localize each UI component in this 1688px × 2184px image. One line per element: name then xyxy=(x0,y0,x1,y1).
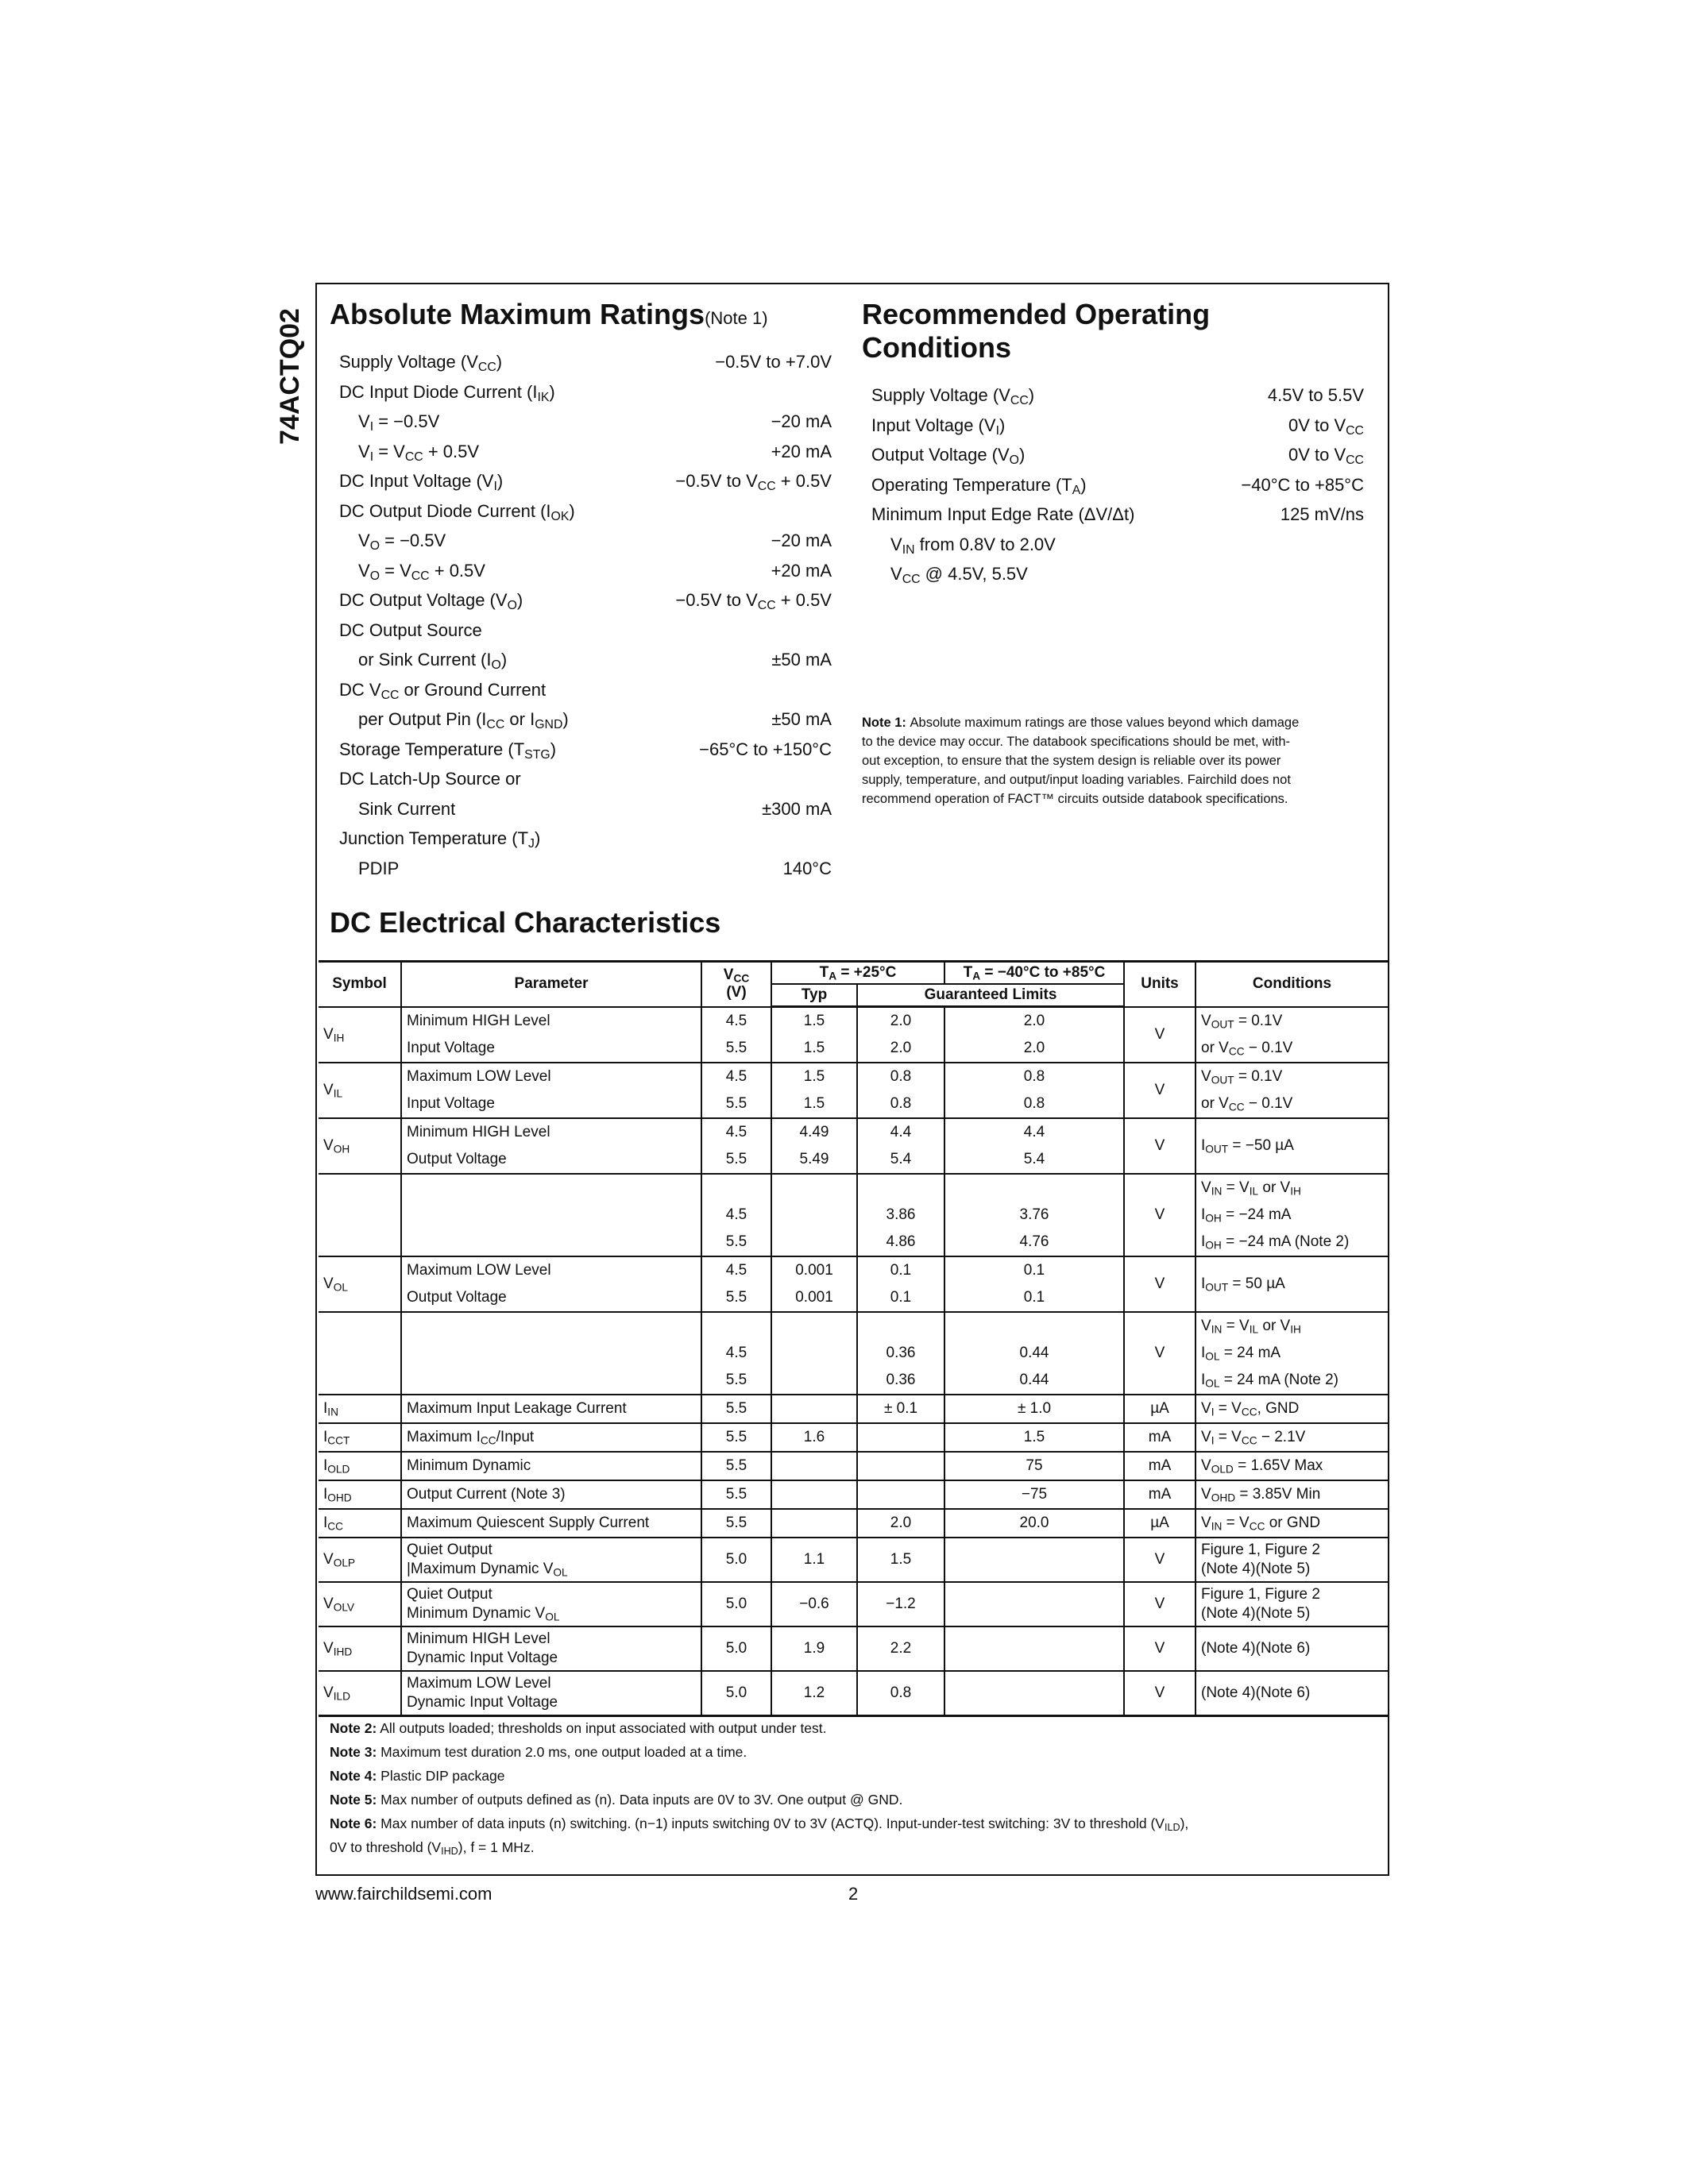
rec-op-value: 0V to $V_{CC}$ xyxy=(1288,445,1364,467)
typ-cell: 1.2 xyxy=(771,1671,857,1715)
conditions-cell: (Note 4)(Note 6) xyxy=(1196,1671,1388,1715)
note-item: Note 3: Maximum test duration 2.0 ms, one output loaded at a time. xyxy=(330,1744,747,1760)
abs-max-row xyxy=(339,378,832,407)
note-1-line: to the device may occur. The databook specifications should be met, with- xyxy=(862,735,1290,749)
vcc-cell: 5.0 xyxy=(701,1582,771,1626)
limit-25c-cell: 0.8 xyxy=(857,1671,944,1715)
abs-max-row xyxy=(339,407,832,436)
abs-max-label: DC Latch-Up Source or xyxy=(339,769,521,789)
vcc-cell: 4.5 xyxy=(701,1007,771,1036)
conditions-cell: $V_{OUT} = 0.1V$ xyxy=(1196,1063,1388,1090)
typ-cell xyxy=(771,1202,857,1229)
limit-range-cell xyxy=(944,1538,1124,1582)
parameter-cell: Maximum Quiescent Supply Current xyxy=(401,1509,701,1538)
symbol-cell: $I_{CC}$ xyxy=(319,1509,401,1538)
abs-max-row xyxy=(339,467,832,496)
vcc-cell xyxy=(701,1312,771,1340)
limit-25c-cell xyxy=(857,1423,944,1452)
parameter-cell: Maximum LOW Level Dynamic Input Voltage xyxy=(401,1671,701,1715)
abs-max-label: $V_I = V_{CC} + 0.5V$ xyxy=(358,441,480,464)
table-row xyxy=(319,1671,1388,1715)
limit-range-cell: −75 xyxy=(944,1480,1124,1509)
abs-max-value: 140°C xyxy=(782,858,832,878)
abs-max-row xyxy=(339,586,832,615)
header-ta-range: $T_A = -40^\circ C$ to +85°C xyxy=(944,962,1124,985)
note-item: Note 6: Max number of data inputs (n) switching. (n−1) inputs switching 0V to 3V (ACTQ). Input-under-test switching: 3V to threshold $(V_{ILD})$, 0V to threshold $(V_{IHD})$, f = 1 MHz. xyxy=(330,1815,1189,1858)
limit-25c-cell: 2.0 xyxy=(857,1509,944,1538)
parameter-cell: Minimum Dynamic xyxy=(401,1452,701,1480)
rec-op-label: Supply Voltage $(V_{CC})$ xyxy=(871,385,1035,407)
limit-25c-cell: ± 0.1 xyxy=(857,1395,944,1423)
vcc-cell: 5.5 xyxy=(701,1146,771,1174)
abs-max-value: −20 mA xyxy=(771,531,832,550)
side-part-number: 74ACTQ02 xyxy=(275,308,305,445)
rec-op-label: $V_{CC}$ @ 4.5V, 5.5V xyxy=(890,564,1028,586)
limit-range-cell xyxy=(944,1174,1124,1202)
vcc-cell: 5.5 xyxy=(701,1035,771,1063)
rec-op-value: −40°C to +85°C xyxy=(1241,474,1364,495)
symbol-cell: $V_{OL}$ xyxy=(319,1256,401,1312)
typ-cell xyxy=(771,1452,857,1480)
conditions-cell: Figure 1, Figure 2 (Note 4)(Note 5) xyxy=(1196,1582,1388,1626)
conditions-cell: $V_{OLD} = 1.65V$ Max xyxy=(1196,1452,1388,1480)
typ-cell: 1.1 xyxy=(771,1538,857,1582)
note-1-line: recommend operation of FACT™ circuits outside databook specifications. xyxy=(862,792,1288,806)
symbol-cell: $V_{OLV}$ xyxy=(319,1582,401,1626)
symbol-cell: $V_{OLP}$ xyxy=(319,1538,401,1582)
note-1-line: supply, temperature, and output/input loading variables. Fairchild does not xyxy=(862,773,1291,787)
conditions-cell: $V_I = V_{CC} - 2.1V$ xyxy=(1196,1423,1388,1452)
abs-max-label: or Sink Current $(I_O)$ xyxy=(358,650,508,672)
conditions-cell: $I_{OUT} = 50$ µA xyxy=(1196,1256,1388,1312)
parameter-cell: Output Voltage xyxy=(401,1284,701,1312)
table-row xyxy=(319,1480,1388,1509)
units-cell: µA xyxy=(1124,1509,1196,1538)
limit-range-cell: 0.44 xyxy=(944,1367,1124,1395)
parameter-cell: Output Current (Note 3) xyxy=(401,1480,701,1509)
typ-cell xyxy=(771,1312,857,1340)
abs-max-label: DC Input Voltage $(V_I)$ xyxy=(339,471,504,493)
limit-range-cell: 0.8 xyxy=(944,1090,1124,1118)
limit-range-cell: 4.4 xyxy=(944,1118,1124,1146)
units-cell: V xyxy=(1124,1538,1196,1582)
header-ta-25: $T_A = +25^\circ C$ xyxy=(771,962,944,985)
abs-max-label: $V_O = V_{CC} + 0.5V$ xyxy=(358,560,485,583)
symbol-cell: $V_{IL}$ xyxy=(319,1063,401,1118)
abs-max-label: Junction Temperature $(T_J)$ xyxy=(339,828,541,851)
abs-max-value: −65°C to +150°C xyxy=(699,739,832,759)
vcc-cell: 5.5 xyxy=(701,1229,771,1256)
abs-max-label: DC $V_{CC}$ or Ground Current xyxy=(339,679,547,702)
limit-25c-cell: −1.2 xyxy=(857,1582,944,1626)
conditions-cell: Figure 1, Figure 2 (Note 4)(Note 5) xyxy=(1196,1538,1388,1582)
limit-25c-cell xyxy=(857,1452,944,1480)
typ-cell: 1.6 xyxy=(771,1423,857,1452)
units-cell: µA xyxy=(1124,1395,1196,1423)
typ-cell: 1.5 xyxy=(771,1035,857,1063)
vcc-cell: 4.5 xyxy=(701,1340,771,1367)
limit-25c-cell: 2.2 xyxy=(857,1626,944,1671)
symbol-cell: $I_{OHD}$ xyxy=(319,1480,401,1509)
vcc-cell: 5.0 xyxy=(701,1538,771,1582)
abs-max-label: PDIP xyxy=(358,858,400,878)
limit-25c-cell xyxy=(857,1480,944,1509)
limit-25c-cell: 4.4 xyxy=(857,1118,944,1146)
symbol-cell: $V_{IHD}$ xyxy=(319,1626,401,1671)
table-row xyxy=(319,1626,1388,1671)
abs-max-row xyxy=(339,676,832,704)
rec-op-row xyxy=(871,500,1364,529)
vcc-cell xyxy=(701,1174,771,1202)
table-row xyxy=(319,1367,1388,1395)
rec-op-label: Output Voltage $(V_O)$ xyxy=(871,445,1026,467)
symbol-cell: $V_{IH}$ xyxy=(319,1007,401,1063)
abs-max-value: +20 mA xyxy=(771,441,832,461)
parameter-cell: Minimum HIGH Level xyxy=(401,1118,701,1146)
abs-max-label: Sink Current xyxy=(358,798,456,819)
vcc-cell: 4.5 xyxy=(701,1256,771,1284)
vcc-cell: 5.0 xyxy=(701,1671,771,1715)
vcc-cell: 4.5 xyxy=(701,1063,771,1090)
units-cell: V xyxy=(1124,1174,1196,1256)
abs-max-row xyxy=(339,824,832,853)
symbol-cell: $V_{OH}$ xyxy=(319,1118,401,1174)
conditions-cell: $I_{OUT} = -50$ µA xyxy=(1196,1118,1388,1174)
limit-range-cell: 2.0 xyxy=(944,1035,1124,1063)
abs-max-row xyxy=(339,646,832,674)
abs-max-value: ±50 mA xyxy=(771,709,832,729)
parameter-cell xyxy=(401,1229,701,1256)
rec-op-value: 125 mV/ns xyxy=(1280,504,1364,524)
parameter-cell xyxy=(401,1367,701,1395)
abs-max-value: −0.5V to $V_{CC} + 0.5V$ xyxy=(675,471,832,493)
units-cell: V xyxy=(1124,1063,1196,1118)
typ-cell xyxy=(771,1509,857,1538)
table-row xyxy=(319,1118,1388,1146)
abs-max-row xyxy=(339,735,832,764)
limit-25c-cell: 5.4 xyxy=(857,1146,944,1174)
header-units: Units xyxy=(1124,962,1196,1007)
parameter-cell: Input Voltage xyxy=(401,1090,701,1118)
conditions-cell: $V_{IN} = V_{CC}$ or GND xyxy=(1196,1509,1388,1538)
vcc-cell: 5.5 xyxy=(701,1423,771,1452)
limit-25c-cell xyxy=(857,1174,944,1202)
units-cell: mA xyxy=(1124,1480,1196,1509)
abs-max-label: $V_O = -0.5V$ xyxy=(358,531,446,553)
header-typ: Typ xyxy=(771,984,857,1007)
limit-25c-cell: 0.8 xyxy=(857,1063,944,1090)
conditions-cell: or $V_{CC} - 0.1V$ xyxy=(1196,1090,1388,1118)
rec-op-value: 0V to $V_{CC}$ xyxy=(1288,415,1364,438)
limit-range-cell: 2.0 xyxy=(944,1007,1124,1036)
table-row xyxy=(319,1582,1388,1626)
note-1-line: out exception, to ensure that the system design is reliable over its power xyxy=(862,754,1281,768)
abs-max-row xyxy=(339,557,832,585)
vcc-cell: 5.5 xyxy=(701,1284,771,1312)
table-row xyxy=(319,1340,1388,1367)
rec-op-row xyxy=(871,560,1364,588)
typ-cell xyxy=(771,1480,857,1509)
rec-op-label: Operating Temperature $(T_A)$ xyxy=(871,474,1087,497)
parameter-cell xyxy=(401,1174,701,1202)
limit-25c-cell: 1.5 xyxy=(857,1538,944,1582)
limit-range-cell xyxy=(944,1312,1124,1340)
parameter-cell xyxy=(401,1202,701,1229)
limit-range-cell: 75 xyxy=(944,1452,1124,1480)
parameter-cell: Minimum HIGH Level xyxy=(401,1007,701,1036)
typ-cell: 0.001 xyxy=(771,1284,857,1312)
typ-cell xyxy=(771,1229,857,1256)
table-row xyxy=(319,1256,1388,1284)
vcc-cell: 5.5 xyxy=(701,1452,771,1480)
note-1 xyxy=(862,713,1386,808)
conditions-cell: $V_{OUT} = 0.1V$ xyxy=(1196,1007,1388,1036)
abs-max-value: ±50 mA xyxy=(771,650,832,669)
conditions-cell: $I_{OL} = 24$ mA (Note 2) xyxy=(1196,1367,1388,1395)
limit-range-cell xyxy=(944,1671,1124,1715)
symbol-cell: $I_{CCT}$ xyxy=(319,1423,401,1452)
abs-max-row xyxy=(339,497,832,526)
vcc-cell: 5.0 xyxy=(701,1626,771,1671)
symbol-cell: $I_{OLD}$ xyxy=(319,1452,401,1480)
typ-cell: 1.9 xyxy=(771,1626,857,1671)
limit-range-cell: 20.0 xyxy=(944,1509,1124,1538)
abs-max-label: DC Output Voltage $(V_O)$ xyxy=(339,590,523,612)
units-cell: mA xyxy=(1124,1423,1196,1452)
page-number: 2 xyxy=(848,1884,859,1904)
typ-cell: 0.001 xyxy=(771,1256,857,1284)
abs-max-row xyxy=(339,348,832,376)
parameter-cell: Quiet Output |Maximum Dynamic $V_{OL}$ xyxy=(401,1538,701,1582)
table-row xyxy=(319,1509,1388,1538)
rec-op-label: Minimum Input Edge Rate (ΔV/Δt) xyxy=(871,504,1135,524)
abs-max-row xyxy=(339,855,832,883)
parameter-cell: Minimum HIGH Level Dynamic Input Voltage xyxy=(401,1626,701,1671)
dc-heading: DC Electrical Characteristics xyxy=(330,906,721,939)
table-row xyxy=(319,1312,1388,1340)
abs-max-value: +20 mA xyxy=(771,560,832,581)
rec-op-value: 4.5V to 5.5V xyxy=(1267,385,1364,405)
vcc-cell: 4.5 xyxy=(701,1118,771,1146)
units-cell: V xyxy=(1124,1256,1196,1312)
table-row xyxy=(319,1538,1388,1582)
symbol-cell: $I_{IN}$ xyxy=(319,1395,401,1423)
conditions-cell: $I_{OL} = 24$ mA xyxy=(1196,1340,1388,1367)
rec-op-row xyxy=(871,441,1364,469)
table-row xyxy=(319,1452,1388,1480)
typ-cell: 1.5 xyxy=(771,1007,857,1036)
conditions-cell: $V_{IN} = V_{IL}$ or $V_{IH}$ xyxy=(1196,1174,1388,1202)
units-cell: mA xyxy=(1124,1452,1196,1480)
abs-max-label: Supply Voltage $(V_{CC})$ xyxy=(339,352,503,374)
vcc-cell: 5.5 xyxy=(701,1395,771,1423)
parameter-cell: Maximum LOW Level xyxy=(401,1256,701,1284)
typ-cell xyxy=(771,1174,857,1202)
typ-cell xyxy=(771,1367,857,1395)
table-row xyxy=(319,1202,1388,1229)
abs-max-value: −0.5V to $V_{CC} + 0.5V$ xyxy=(675,590,832,612)
limit-25c-cell: 0.1 xyxy=(857,1256,944,1284)
units-cell: V xyxy=(1124,1671,1196,1715)
rec-op-row xyxy=(871,411,1364,440)
parameter-cell: Maximum Input Leakage Current xyxy=(401,1395,701,1423)
typ-cell xyxy=(771,1340,857,1367)
typ-cell: 5.49 xyxy=(771,1146,857,1174)
units-cell: V xyxy=(1124,1626,1196,1671)
parameter-cell xyxy=(401,1340,701,1367)
note-item: Note 4: Plastic DIP package xyxy=(330,1768,505,1784)
rec-op-row xyxy=(871,471,1364,500)
parameter-cell: Output Voltage xyxy=(401,1146,701,1174)
table-row xyxy=(319,1229,1388,1256)
limit-25c-cell: 2.0 xyxy=(857,1007,944,1036)
abs-max-label: per Output Pin ($I_{CC}$ or $I_{GND}$) xyxy=(358,709,569,731)
abs-max-row xyxy=(339,705,832,734)
table-row xyxy=(319,1174,1388,1202)
limit-range-cell: 0.44 xyxy=(944,1340,1124,1367)
vcc-cell: 5.5 xyxy=(701,1509,771,1538)
units-cell: V xyxy=(1124,1118,1196,1174)
note-1-line: Note 1: Absolute maximum ratings are those values beyond which damage xyxy=(862,716,1300,730)
limit-range-cell: 0.1 xyxy=(944,1256,1124,1284)
abs-max-heading: Absolute Maximum Ratings(Note 1) xyxy=(330,298,768,330)
limit-25c-cell: 4.86 xyxy=(857,1229,944,1256)
rec-op-label: $V_{IN}$ from 0.8V to 2.0V xyxy=(890,534,1056,557)
limit-range-cell: 5.4 xyxy=(944,1146,1124,1174)
abs-max-value: −20 mA xyxy=(771,411,832,431)
limit-range-cell xyxy=(944,1626,1124,1671)
abs-max-row xyxy=(339,527,832,555)
rec-op-label: Input Voltage $(V_I)$ xyxy=(871,415,1006,438)
vcc-cell: 4.5 xyxy=(701,1202,771,1229)
header-symbol: Symbol xyxy=(319,962,401,1007)
typ-cell: −0.6 xyxy=(771,1582,857,1626)
limit-25c-cell: 0.8 xyxy=(857,1090,944,1118)
abs-max-row xyxy=(339,616,832,645)
table-row xyxy=(319,1395,1388,1423)
symbol-cell xyxy=(319,1312,401,1395)
vcc-cell: 5.5 xyxy=(701,1090,771,1118)
symbol-cell xyxy=(319,1174,401,1256)
header-conditions: Conditions xyxy=(1196,962,1388,1007)
table-row xyxy=(319,1063,1388,1090)
abs-max-label: Storage Temperature $(T_{STG})$ xyxy=(339,739,557,762)
footer-url[interactable]: www.fairchildsemi.com xyxy=(315,1884,492,1904)
abs-max-label: DC Output Source xyxy=(339,619,482,640)
typ-cell: 1.5 xyxy=(771,1063,857,1090)
abs-max-value: −0.5V to +7.0V xyxy=(715,352,832,372)
rec-op-row xyxy=(871,531,1364,559)
limit-range-cell: 0.1 xyxy=(944,1284,1124,1312)
parameter-cell: Maximum $I_{CC}$/Input xyxy=(401,1423,701,1452)
units-cell: V xyxy=(1124,1312,1196,1395)
units-cell: V xyxy=(1124,1582,1196,1626)
abs-max-row xyxy=(339,438,832,466)
header-vcc: $V_{CC}$ (V) xyxy=(701,962,771,1007)
dc-characteristics-table xyxy=(319,960,1388,1717)
limit-25c-cell: 0.36 xyxy=(857,1367,944,1395)
parameter-cell: Quiet Output Minimum Dynamic $V_{OL}$ xyxy=(401,1582,701,1626)
table-row xyxy=(319,1423,1388,1452)
note-item: Note 5: Max number of outputs defined as (n). Data inputs are 0V to 3V. One output @ GND. xyxy=(330,1792,903,1808)
table-row xyxy=(319,1007,1388,1036)
symbol-cell: $V_{ILD}$ xyxy=(319,1671,401,1715)
conditions-cell: $V_{IN} = V_{IL}$ or $V_{IH}$ xyxy=(1196,1312,1388,1340)
limit-range-cell: ± 1.0 xyxy=(944,1395,1124,1423)
parameter-cell: Input Voltage xyxy=(401,1035,701,1063)
abs-max-label: $V_I = -0.5V$ xyxy=(358,411,440,434)
limit-range-cell: 3.76 xyxy=(944,1202,1124,1229)
typ-cell xyxy=(771,1395,857,1423)
abs-max-label: DC Output Diode Current $(I_{OK})$ xyxy=(339,500,575,523)
limit-25c-cell: 0.36 xyxy=(857,1340,944,1367)
limit-25c-cell xyxy=(857,1312,944,1340)
abs-max-value: ±300 mA xyxy=(762,798,832,819)
limit-range-cell xyxy=(944,1582,1124,1626)
header-guaranteed-limits: Guaranteed Limits xyxy=(857,984,1124,1007)
table-row xyxy=(319,1090,1388,1118)
conditions-cell: $V_I = V_{CC}$, GND xyxy=(1196,1395,1388,1423)
limit-25c-cell: 2.0 xyxy=(857,1035,944,1063)
vcc-cell: 5.5 xyxy=(701,1480,771,1509)
conditions-cell: $V_{OHD} = 3.85V$ Min xyxy=(1196,1480,1388,1509)
table-row xyxy=(319,1035,1388,1063)
typ-cell: 1.5 xyxy=(771,1090,857,1118)
limit-range-cell: 0.8 xyxy=(944,1063,1124,1090)
note-item: Note 2: All outputs loaded; thresholds on input associated with output under test. xyxy=(330,1720,827,1736)
rec-op-row xyxy=(871,381,1364,410)
table-notes xyxy=(330,1716,1188,1859)
conditions-cell: $I_{OH} = -24$ mA xyxy=(1196,1202,1388,1229)
conditions-cell: $I_{OH} = -24$ mA (Note 2) xyxy=(1196,1229,1388,1256)
abs-max-row xyxy=(339,765,832,793)
units-cell: V xyxy=(1124,1007,1196,1063)
conditions-cell: or $V_{CC} - 0.1V$ xyxy=(1196,1035,1388,1063)
header-parameter: Parameter xyxy=(401,962,701,1007)
limit-25c-cell: 0.1 xyxy=(857,1284,944,1312)
abs-max-row xyxy=(339,795,832,824)
parameter-cell xyxy=(401,1312,701,1340)
vcc-cell: 5.5 xyxy=(701,1367,771,1395)
limit-range-cell: 1.5 xyxy=(944,1423,1124,1452)
parameter-cell: Maximum LOW Level xyxy=(401,1063,701,1090)
limit-25c-cell: 3.86 xyxy=(857,1202,944,1229)
rec-op-heading: Recommended Operating Conditions xyxy=(862,298,1211,364)
abs-max-label: DC Input Diode Current $(I_{IK})$ xyxy=(339,381,555,404)
limit-range-cell: 4.76 xyxy=(944,1229,1124,1256)
typ-cell: 4.49 xyxy=(771,1118,857,1146)
conditions-cell: (Note 4)(Note 6) xyxy=(1196,1626,1388,1671)
